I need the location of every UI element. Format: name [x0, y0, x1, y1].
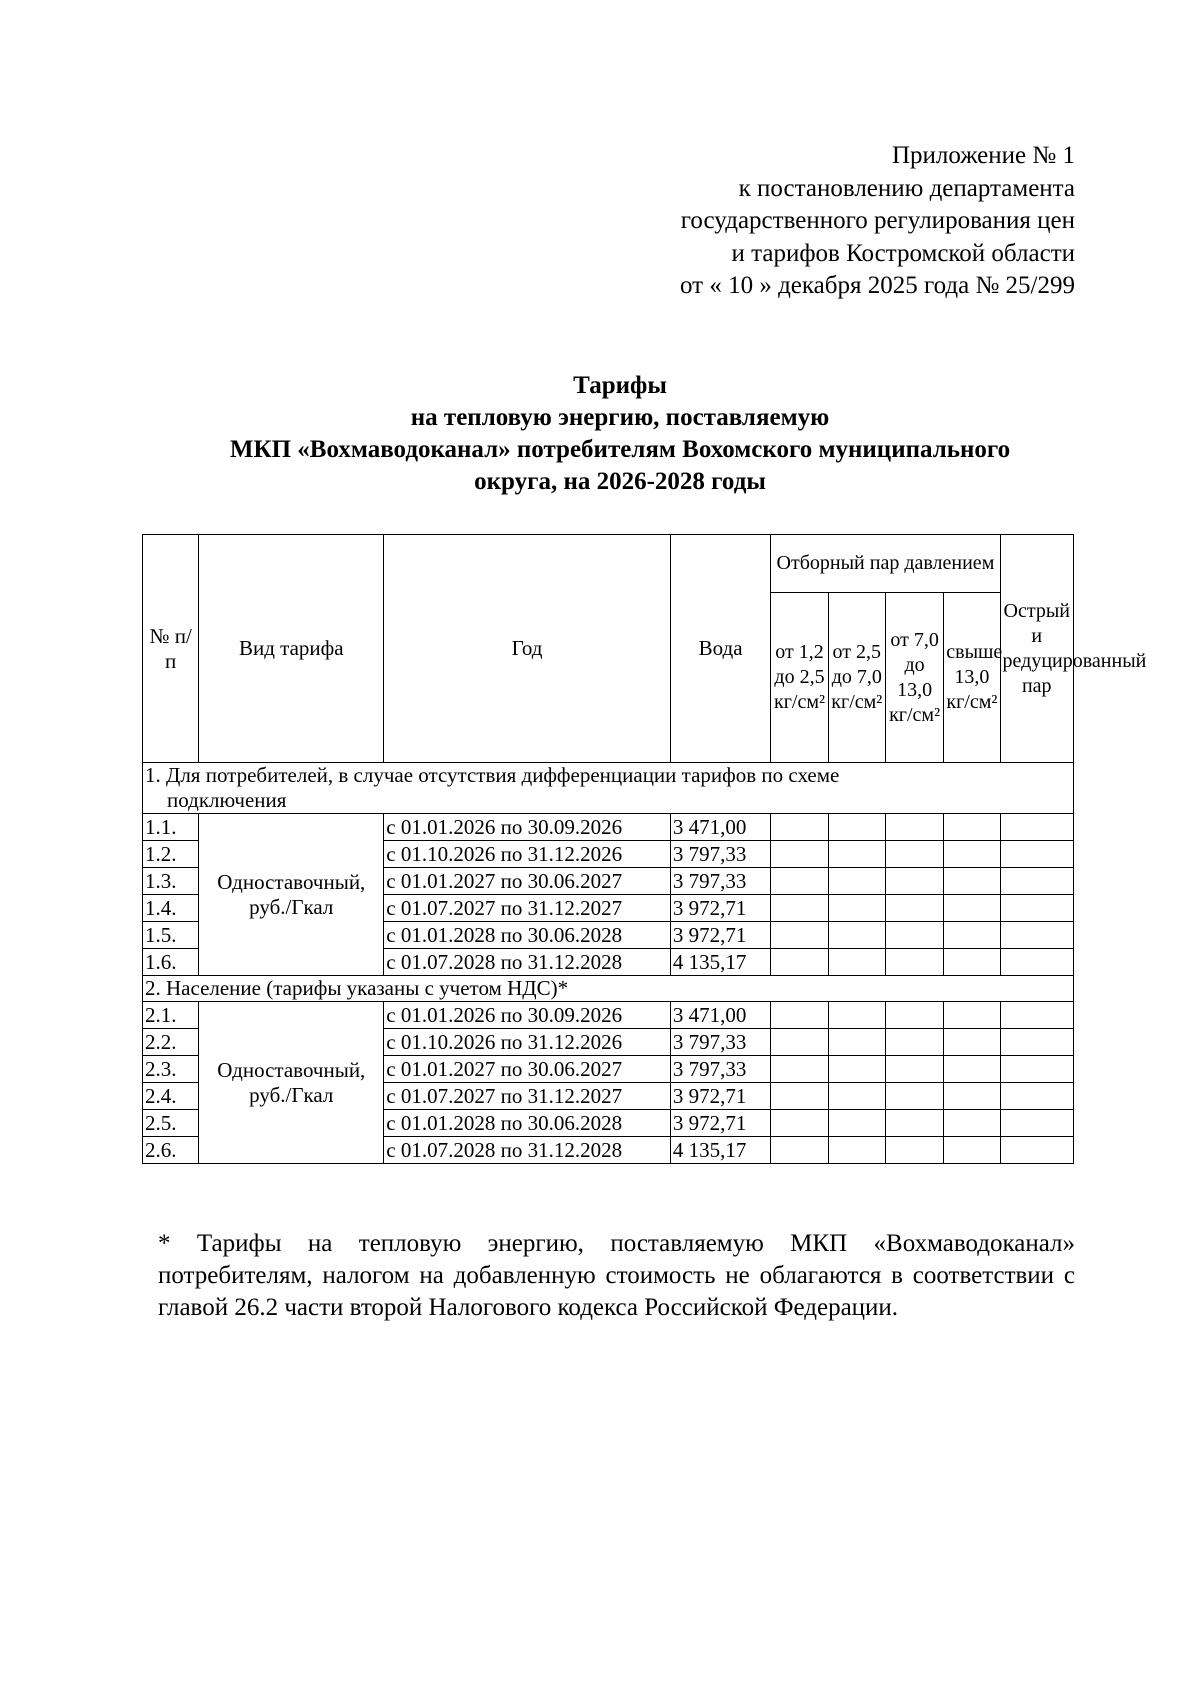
title-line: Тарифы [573, 372, 667, 399]
header-pressure-2: от 2,5 до 7,0 кг/см² [828, 593, 885, 763]
header-water: Вода [670, 535, 771, 763]
row-period: с 01.07.2027 по 31.12.2027 [384, 1083, 671, 1110]
row-num: 1.2. [143, 841, 199, 868]
section-row [143, 976, 1074, 1002]
row-period: с 01.07.2028 по 31.12.2028 [384, 1137, 671, 1164]
header-pressure-4: свыше 13,0 кг/см² [944, 593, 1000, 763]
header-steam-group: Отборный пар давлением [771, 535, 1000, 593]
row-value: 4 135,17 [670, 1137, 771, 1164]
row-period: с 01.01.2027 по 30.06.2027 [384, 868, 671, 895]
tariff-kind: Одноставочный, руб./Гкал [199, 1002, 384, 1164]
tariff-table [142, 534, 1147, 1164]
appendix-line: от « 10 » декабря 2025 года № 25/299 [679, 272, 1075, 299]
row-value: 3 471,00 [670, 814, 771, 841]
row-num: 2.3. [143, 1056, 199, 1083]
row-num: 1.6. [143, 949, 199, 976]
row-period: с 01.01.2028 по 30.06.2028 [384, 922, 671, 949]
row-num: 1.3. [143, 868, 199, 895]
table-row [143, 1002, 1074, 1029]
document-title [140, 370, 1100, 498]
row-num: 1.4. [143, 895, 199, 922]
row-period: с 01.01.2026 по 30.09.2026 [384, 1002, 671, 1029]
tariff-kind: Одноставочный, руб./Гкал [199, 814, 384, 976]
row-value: 3 471,00 [670, 1002, 771, 1029]
row-value: 3 972,71 [670, 895, 771, 922]
row-value: 4 135,17 [670, 949, 771, 976]
row-period: с 01.10.2026 по 31.12.2026 [384, 841, 671, 868]
title-line: округа, на 2026-2028 годы [474, 468, 766, 495]
header-kind: Вид тарифа [199, 535, 384, 763]
row-num: 1.5. [143, 922, 199, 949]
row-num: 2.1. [143, 1002, 199, 1029]
row-period: с 01.01.2026 по 30.09.2026 [384, 814, 671, 841]
section-title-line: подключения [167, 788, 287, 812]
row-value: 3 972,71 [670, 922, 771, 949]
footnote: * Тарифы на тепловую энергию, поставляемую МКП «Вохмаводоканал» потребителям, налогом на добавленную стоимость не облагаются в соответствии с главой 26.2 части второй Налогового кодекса Российской Федерации. [158, 1230, 1075, 1321]
row-value: 3 972,71 [670, 1083, 771, 1110]
appendix-block [680, 140, 1075, 303]
title-line: на тепловую энергию, поставляемую [410, 404, 830, 431]
section-title-line: 1. Для потребителей, в случае отсутствия дифференциации тарифов по схеме [145, 763, 840, 787]
row-period: с 01.07.2028 по 31.12.2028 [384, 949, 671, 976]
row-value: 3 797,33 [670, 841, 771, 868]
row-num: 2.5. [143, 1110, 199, 1137]
row-value: 3 797,33 [670, 1056, 771, 1083]
table-row [143, 814, 1074, 841]
row-num: 2.2. [143, 1029, 199, 1056]
row-value: 3 797,33 [670, 868, 771, 895]
row-num: 2.6. [143, 1137, 199, 1164]
appendix-line: государственного регулирования цен [680, 207, 1075, 234]
row-period: с 01.01.2028 по 30.06.2028 [384, 1110, 671, 1137]
row-period: с 01.01.2027 по 30.06.2027 [384, 1056, 671, 1083]
row-num: 2.4. [143, 1083, 199, 1110]
section-row [143, 763, 1074, 814]
section-title: 2. Население (тарифы указаны с учетом НДС)* [143, 976, 1074, 1002]
row-num: 1.1. [143, 814, 199, 841]
row-period: с 01.07.2027 по 31.12.2027 [384, 895, 671, 922]
header-num: № п/п [143, 535, 199, 763]
title-line: МКП «Вохмаводоканал» потребителям Вохомского муниципального [229, 436, 1011, 463]
header-pressure-1: от 1,2 до 2,5 кг/см² [771, 593, 828, 763]
appendix-line: и тарифов Костромской области [731, 239, 1075, 267]
appendix-line: к постановлению департамента [738, 174, 1075, 202]
row-period: с 01.10.2026 по 31.12.2026 [384, 1029, 671, 1056]
header-year: Год [384, 535, 671, 763]
appendix-line: Приложение № 1 [891, 142, 1075, 169]
row-value: 3 972,71 [670, 1110, 771, 1137]
section-title [143, 763, 1074, 814]
row-value: 3 797,33 [670, 1029, 771, 1056]
header-pressure-3: от 7,0 до 13,0 кг/см² [885, 593, 943, 763]
header-sharp-steam: Острый и редуцированный пар [1000, 535, 1073, 763]
